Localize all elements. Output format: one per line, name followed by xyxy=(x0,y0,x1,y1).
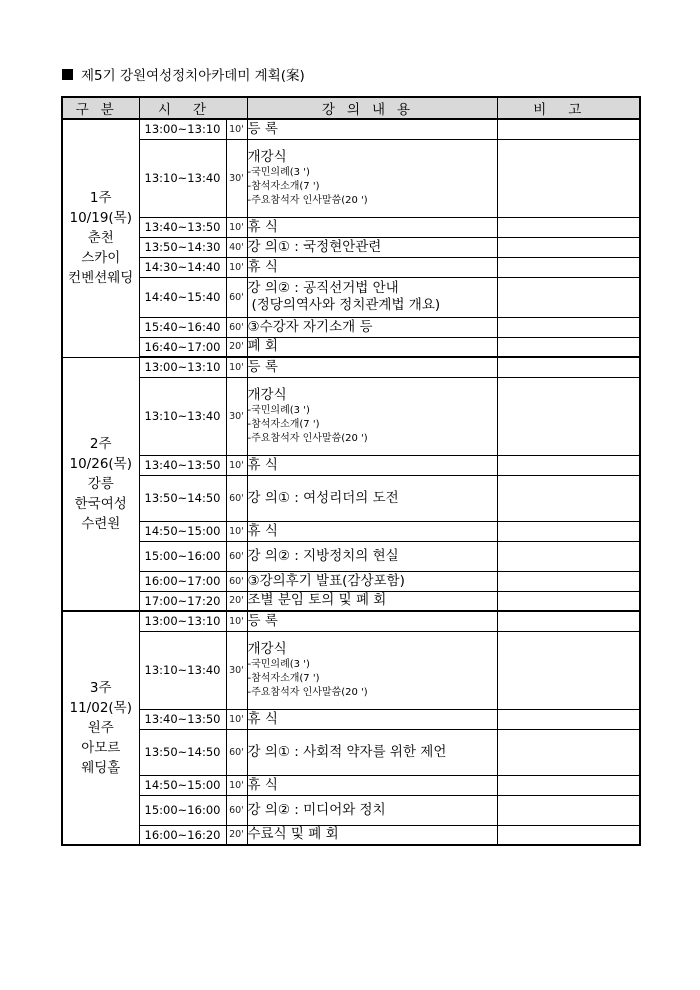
time-cell: 15:40~16:40 xyxy=(139,317,226,337)
table-row xyxy=(62,277,640,317)
week-date: 11/02(목) xyxy=(69,700,132,716)
note-cell xyxy=(497,631,640,709)
duration-cell: 40' xyxy=(226,237,247,257)
duration-cell: 10' xyxy=(226,257,247,277)
time-cell: 14:50~15:00 xyxy=(139,521,226,541)
week-place: 스카이 xyxy=(81,250,121,267)
table-row xyxy=(62,541,640,571)
note-cell xyxy=(497,455,640,475)
duration-cell: 20' xyxy=(226,337,247,357)
schedule-table xyxy=(61,96,641,846)
table-row xyxy=(62,237,640,257)
document-title-text: 제5기 강원여성정치아카데미 계획(案) xyxy=(81,68,305,84)
note-cell xyxy=(497,611,640,631)
duration-cell: 10' xyxy=(226,775,247,795)
time-cell: 17:00~17:20 xyxy=(139,591,226,611)
note-cell xyxy=(497,317,640,337)
time-cell: 16:40~17:00 xyxy=(139,337,226,357)
time-cell: 13:50~14:50 xyxy=(139,475,226,521)
note-cell xyxy=(497,825,640,845)
note-cell xyxy=(497,775,640,795)
content-cell: 폐 회 xyxy=(247,337,497,357)
week-place: 아모르 xyxy=(81,740,121,756)
table-row xyxy=(62,631,640,709)
content-cell: ③수강자 자기소개 등 xyxy=(247,317,497,337)
time-cell: 13:00~13:10 xyxy=(139,357,226,377)
time-cell: 14:30~14:40 xyxy=(139,257,226,277)
square-bullet-icon xyxy=(62,69,73,80)
time-cell: 14:40~15:40 xyxy=(139,277,226,317)
content-cell: 강 의② : 공직선거법 안내 (정당의역사와 정치관계법 개요) xyxy=(247,277,497,317)
table-row xyxy=(62,611,640,631)
header-division: 구분 xyxy=(62,97,139,119)
content-cell: 강 의① : 사회적 약자를 위한 제언 xyxy=(247,729,497,775)
content-cell: 개강식 -국민의례(3 ') -참석자소개(7 ') -주요참석자 인사말씀(20 ') xyxy=(247,139,497,217)
header-note: 비고 xyxy=(497,97,640,119)
note-cell xyxy=(497,591,640,611)
header-row xyxy=(62,97,640,119)
time-cell: 13:40~13:50 xyxy=(139,709,226,729)
duration-cell: 10' xyxy=(226,709,247,729)
table-row xyxy=(62,217,640,237)
week-label: 2주 xyxy=(89,435,112,452)
duration-cell: 10' xyxy=(226,217,247,237)
time-cell: 15:00~16:00 xyxy=(139,541,226,571)
note-cell xyxy=(497,337,640,357)
note-cell xyxy=(497,277,640,317)
week-cell-3 xyxy=(62,611,139,845)
table-row xyxy=(62,825,640,845)
time-cell: 16:00~17:00 xyxy=(139,571,226,591)
note-cell xyxy=(497,521,640,541)
note-cell xyxy=(497,357,640,377)
table-row xyxy=(62,119,640,139)
table-row xyxy=(62,775,640,795)
content-cell: 강 의② : 지방정치의 현실 xyxy=(247,541,497,571)
time-cell: 13:40~13:50 xyxy=(139,217,226,237)
time-cell: 13:10~13:40 xyxy=(139,377,226,455)
content-cell: 개강식 -국민의례(3 ') -참석자소개(7 ') -주요참석자 인사말씀(20 ') xyxy=(247,631,497,709)
note-cell xyxy=(497,541,640,571)
table-row xyxy=(62,475,640,521)
table-row xyxy=(62,591,640,611)
note-cell xyxy=(497,139,640,217)
week-date: 10/26(목) xyxy=(69,455,132,472)
duration-cell: 60' xyxy=(226,475,247,521)
content-cell: 휴 식 xyxy=(247,257,497,277)
note-cell xyxy=(497,571,640,591)
week-cell-1 xyxy=(62,119,139,357)
table-row xyxy=(62,455,640,475)
time-cell: 16:00~16:20 xyxy=(139,825,226,845)
week-cell-2 xyxy=(62,357,139,611)
note-cell xyxy=(497,119,640,139)
table-row xyxy=(62,571,640,591)
duration-cell: 60' xyxy=(226,317,247,337)
time-cell: 13:00~13:10 xyxy=(139,611,226,631)
table-row xyxy=(62,357,640,377)
note-cell xyxy=(497,729,640,775)
content-cell: 등 록 xyxy=(247,357,497,377)
time-cell: 14:50~15:00 xyxy=(139,775,226,795)
note-cell xyxy=(497,217,640,237)
week-place: 강릉 xyxy=(87,475,114,492)
table-row xyxy=(62,521,640,541)
duration-cell: 20' xyxy=(226,825,247,845)
duration-cell: 30' xyxy=(226,631,247,709)
duration-cell: 10' xyxy=(226,119,247,139)
note-cell xyxy=(497,475,640,521)
header-time: 시간 xyxy=(139,97,247,119)
duration-cell: 60' xyxy=(226,277,247,317)
time-cell: 13:40~13:50 xyxy=(139,455,226,475)
week-label: 3주 xyxy=(89,680,112,696)
note-cell xyxy=(497,377,640,455)
time-cell: 13:10~13:40 xyxy=(139,631,226,709)
content-cell: 등 록 xyxy=(247,119,497,139)
time-cell: 13:00~13:10 xyxy=(139,119,226,139)
document-title xyxy=(62,64,305,84)
duration-cell: 10' xyxy=(226,521,247,541)
note-cell xyxy=(497,709,640,729)
table-row xyxy=(62,709,640,729)
content-cell: 수료식 및 폐 회 xyxy=(247,825,497,845)
duration-cell: 60' xyxy=(226,541,247,571)
duration-cell: 20' xyxy=(226,591,247,611)
content-cell: 휴 식 xyxy=(247,709,497,729)
content-cell: 강 의① : 국정현안관련 xyxy=(247,237,497,257)
duration-cell: 60' xyxy=(226,729,247,775)
table-row xyxy=(62,729,640,775)
note-cell xyxy=(497,257,640,277)
duration-cell: 10' xyxy=(226,357,247,377)
time-cell: 15:00~16:00 xyxy=(139,795,226,825)
time-cell: 13:10~13:40 xyxy=(139,139,226,217)
content-cell: 등 록 xyxy=(247,611,497,631)
content-cell: 강 의① : 여성리더의 도전 xyxy=(247,475,497,521)
content-cell: 휴 식 xyxy=(247,455,497,475)
content-cell: 개강식 -국민의례(3 ') -참석자소개(7 ') -주요참석자 인사말씀(20 ') xyxy=(247,377,497,455)
duration-cell: 60' xyxy=(226,795,247,825)
table-row xyxy=(62,317,640,337)
duration-cell: 60' xyxy=(226,571,247,591)
week-place: 웨딩홀 xyxy=(81,760,121,776)
time-cell: 13:50~14:50 xyxy=(139,729,226,775)
table-row xyxy=(62,139,640,217)
duration-cell: 30' xyxy=(226,377,247,455)
week-date: 10/19(목) xyxy=(69,210,132,227)
content-cell: 조별 분임 토의 및 폐 회 xyxy=(247,591,497,611)
content-cell: 강 의② : 미디어와 정치 xyxy=(247,795,497,825)
week-place: 춘천 xyxy=(87,230,114,247)
content-cell: 휴 식 xyxy=(247,521,497,541)
week-place: 수련원 xyxy=(81,515,121,532)
duration-cell: 10' xyxy=(226,611,247,631)
table-row xyxy=(62,377,640,455)
duration-cell: 10' xyxy=(226,455,247,475)
note-cell xyxy=(497,795,640,825)
week-place: 한국여성 xyxy=(74,495,127,512)
content-cell: ③강의후기 발표(감상포함) xyxy=(247,571,497,591)
header-content: 강의내용 xyxy=(247,97,497,119)
duration-cell: 30' xyxy=(226,139,247,217)
table-row xyxy=(62,337,640,357)
content-cell: 휴 식 xyxy=(247,775,497,795)
time-cell: 13:50~14:30 xyxy=(139,237,226,257)
table-row xyxy=(62,257,640,277)
week-place: 컨벤션웨딩 xyxy=(68,270,134,287)
note-cell xyxy=(497,237,640,257)
week-label: 1주 xyxy=(89,190,112,207)
week-place: 원주 xyxy=(87,720,114,736)
table-row xyxy=(62,795,640,825)
content-cell: 휴 식 xyxy=(247,217,497,237)
